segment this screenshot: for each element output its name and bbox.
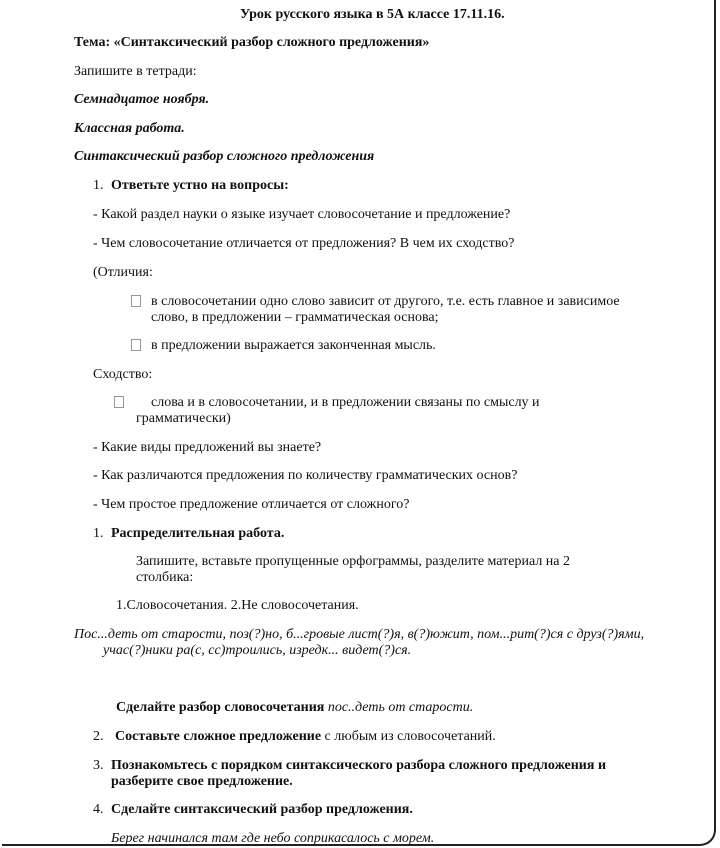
- question-4: - Как различаются предложения по количеству грамматических основ?: [93, 468, 518, 483]
- list-item-rest: с любым из словосочетаний.: [321, 729, 496, 744]
- question-2: - Чем словосочетание отличается от предложения? В чем их сходство?: [93, 236, 515, 251]
- list-item-3-line-2: разберите свое предложение.: [111, 774, 293, 789]
- date-line: Семнадцатое ноября.: [74, 92, 210, 107]
- list-number: 4.: [93, 802, 104, 817]
- lesson-title: Урок русского языка в 5А классе 17.11.16.: [240, 7, 505, 22]
- differences-label: (Отличия:: [93, 265, 153, 280]
- subject-line: Синтаксический разбор сложного предложения: [74, 149, 375, 164]
- parse-phrase-task: [116, 700, 473, 716]
- distribution-instruction-line-1: Запишите, вставьте пропущенные орфограммы, разделите материал на 2: [136, 554, 571, 569]
- missing-bullet-icon: [131, 339, 141, 351]
- missing-bullet-icon: [114, 396, 124, 408]
- list-item-3: [93, 758, 606, 774]
- similarity-label: Сходство:: [93, 367, 153, 382]
- list-item-text: Распределительная работа.: [111, 526, 285, 541]
- list-item-text: Ответьте устно на вопросы:: [111, 178, 289, 193]
- difference-1-line-1: в словосочетании одно слово зависит от другого, т.е. есть главное и зависимое: [151, 294, 620, 309]
- lesson-topic: Тема: «Синтаксический разбор сложного предложения»: [74, 35, 430, 50]
- similarity-line-1: слова и в словосочетании, и в предложении связаны по смыслу и: [151, 395, 540, 410]
- list-number: 3.: [93, 758, 104, 773]
- list-item-text: Сделайте синтаксический разбор предложения.: [111, 802, 413, 817]
- columns-line: 1.Словосочетания. 2.Не словосочетания.: [116, 598, 359, 613]
- list-item-4: [93, 802, 413, 818]
- list-item-bold: Составьте сложное предложение: [115, 729, 322, 744]
- question-5: - Чем простое предложение отличается от сложного?: [93, 497, 410, 512]
- list-item-1: [93, 178, 289, 194]
- parse-task-bold: Сделайте разбор словосочетания: [116, 700, 325, 715]
- difference-1-line-2: слово, в предложении – грамматическая основа;: [151, 310, 439, 325]
- parse-task-phrase: пос..деть от старости.: [327, 700, 474, 715]
- list-item-2: [93, 729, 496, 745]
- list-number: 1.: [93, 526, 104, 541]
- class-work-line: Классная работа.: [74, 121, 185, 136]
- question-3: - Какие виды предложений вы знаете?: [93, 440, 322, 455]
- list-number: 2.: [93, 729, 104, 744]
- list-item-text: Познакомьтесь с порядком синтаксического разбора сложного предложения и: [111, 758, 607, 773]
- distribution-instruction-line-2: столбика:: [136, 570, 194, 585]
- similarity-line-2: грамматически): [136, 411, 231, 426]
- difference-2: в предложении выражается законченная мысль.: [151, 338, 436, 353]
- exercise-line-1: Пос...деть от старости, поз(?)но, б...гровые лист(?)я, в(?)южит, пом...рит(?)ся с друз(?)ями,: [74, 627, 645, 642]
- missing-bullet-icon: [131, 295, 141, 307]
- instruction-text: Запишите в тетради:: [74, 64, 197, 79]
- exercise-line-2: учас(?)ники ра(с, сс)троились, изредк... видет(?)ся.: [103, 643, 412, 658]
- question-1: - Какой раздел науки о языке изучает словосочетание и предложение?: [93, 207, 511, 222]
- list-number: 1.: [93, 178, 104, 193]
- list-item-distribution: [93, 526, 284, 542]
- sentence-to-parse: Берег начинался там где небо соприкасалось с морем.: [111, 831, 435, 846]
